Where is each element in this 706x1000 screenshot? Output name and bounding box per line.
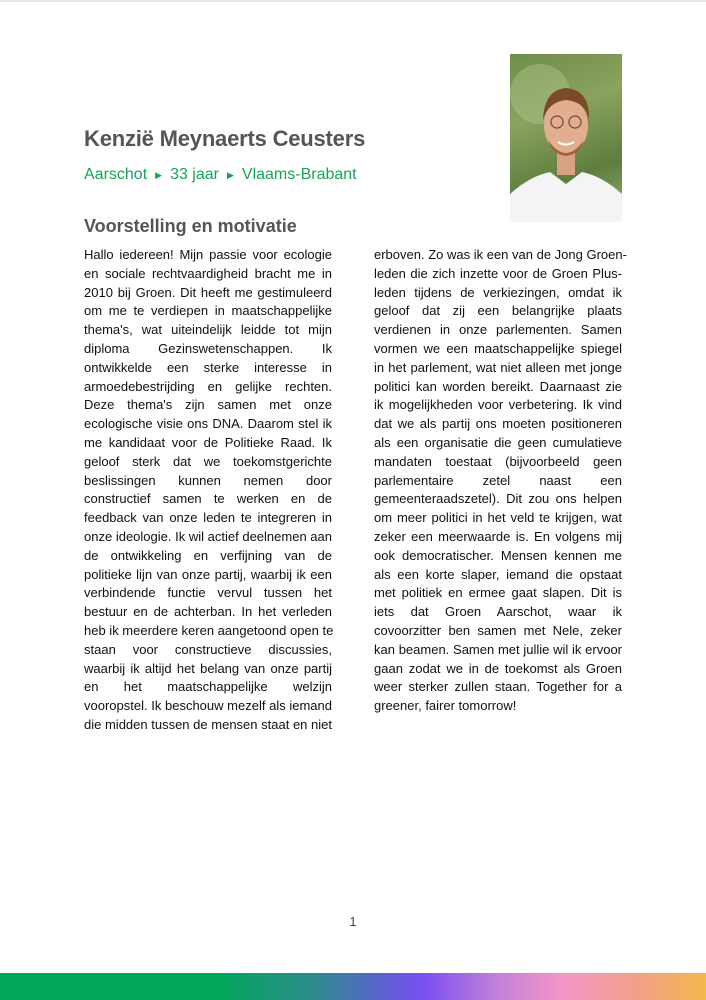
text-line: beslissingen kunnen nemen door [84, 472, 332, 488]
top-border [0, 0, 706, 2]
triangle-right-icon: ▶ [155, 169, 163, 180]
text-line: ook democratischer. Mensen kennen me [374, 547, 622, 563]
age: 33 jaar [170, 166, 219, 183]
text-line: covoorzitter ben samen met Nele, zeker [374, 622, 622, 638]
text-line: en het maatschappelijke welzijn [84, 679, 332, 695]
text-line: diploma Gezinswetenschappen. Ik [84, 340, 332, 356]
text-line: 2010 bij Groen. Dit heeft me gestimuleerd [84, 284, 332, 300]
text-line: Hallo iedereen! Mijn passie voor ecologie [84, 247, 332, 262]
text-line: waarbij ik altijd het belang van onze partij [84, 660, 332, 676]
text-line: gemeenteraadszetel). Dit zou ons helpen [374, 491, 622, 507]
text-line: om meer politici in het veld te krijgen, wat [374, 510, 622, 526]
text-line: mandaten toestaat (bijvoorbeeld geen [374, 453, 622, 469]
text-line: thema's, wat uiteindelijk leidde tot mijn [84, 322, 332, 338]
text-line: feedback van onze leden te integreren in [84, 510, 332, 526]
text-line: kan beamen. Samen met jullie wil ik ervoor [374, 641, 622, 657]
text-line: als een organisatie die geen cumulatieve [374, 434, 622, 450]
text-line: met politiek en ermee gaat slapen. Dit is [374, 585, 622, 601]
text-line: leden tijdens de verkiezingen, omdat ik [374, 284, 622, 300]
text-line: iets dat Groen Aarschot, waar ik [374, 604, 622, 620]
section-title: Voorstelling en motivatie [84, 216, 297, 236]
text-line: om me te verdiepen in maatschappelijke [84, 303, 332, 319]
text-line: gaan zodat we in de toekomst als Groen [374, 660, 622, 676]
text-line: in het parlement, wat niet alleen met jonge [374, 359, 622, 375]
text-line: vooropstel. Ik beschouw mezelf als iemand [84, 698, 332, 714]
text-line: geloof sterk dat we toekomstgerichte [84, 453, 332, 469]
candidate-photo [510, 54, 622, 222]
text-line: zeker een meerwaarde is. En volgens mij [374, 528, 622, 544]
text-line: leden die zich inzette voor de Groen Plus- [374, 265, 622, 281]
text-line: verbindende functie vervul tussen het [84, 585, 332, 601]
text-line: staan voor constructieve discussies, [84, 641, 332, 657]
text-line: als een korte slaper, iemand die opstaat [374, 566, 622, 582]
text-line: politieke lijn van onze partij, waarbij ik een [84, 566, 332, 582]
text-line: de ontwikkeling en verfijning van de [84, 547, 332, 563]
text-line: verdienen in onze parlementen. Samen [374, 322, 622, 338]
text-line: heb ik meerdere keren aangetoond open te [84, 622, 334, 638]
text-line: me kandidaat voor de Politieke Raad. Ik [84, 434, 332, 450]
text-line: die midden tussen de mensen staat en niet [84, 716, 332, 732]
text-line: constructief samen te werken en de [84, 491, 332, 507]
text-line: Deze thema's zijn samen met onze [84, 397, 332, 413]
text-line: politici kan worden bereikt. Daarnaast zie [374, 378, 622, 394]
text-line: onze ideologie. Ik wil actief deelnemen aan [84, 528, 332, 544]
text-line: erboven. Zo was ik een van de Jong Groen- [374, 247, 627, 262]
page-number: 1 [349, 914, 357, 929]
text-line: bestuur en de achterban. In het verleden [84, 604, 332, 620]
text-column-right [374, 246, 627, 716]
text-line: dat we als partij ons moeten positioneren [374, 416, 622, 432]
text-line: vormen we een maatschappelijke spiegel [374, 340, 622, 356]
province: Vlaams-Brabant [241, 166, 357, 183]
candidate-details [84, 166, 357, 184]
text-line: ontwikkelde een sterke interesse in [84, 359, 332, 375]
text-line: ecologische visie ons DNA. Daarom stel ik [84, 416, 332, 432]
text-line: armoedebestrijding en gelijke rechten. [84, 378, 332, 394]
text-line: parlementaire zetel naast een [374, 472, 622, 488]
candidate-name: Kenzië Meynaerts Ceusters [84, 126, 366, 151]
text-line: greener, fairer tomorrow! [374, 698, 517, 714]
text-line: en sociale rechtvaardigheid bracht me in [84, 265, 332, 281]
gradient-footer-bar [0, 973, 706, 1000]
text-line: geloof dat zij een belangrijke plaats [374, 303, 622, 319]
text-line: weer sterker zullen staan. Together for a [374, 679, 622, 695]
triangle-right-icon: ▶ [226, 169, 234, 180]
text-line: ik mogelijkheden voor verbetering. Ik vind [374, 397, 622, 413]
text-column-left [84, 246, 332, 735]
city: Aarschot [84, 166, 148, 183]
